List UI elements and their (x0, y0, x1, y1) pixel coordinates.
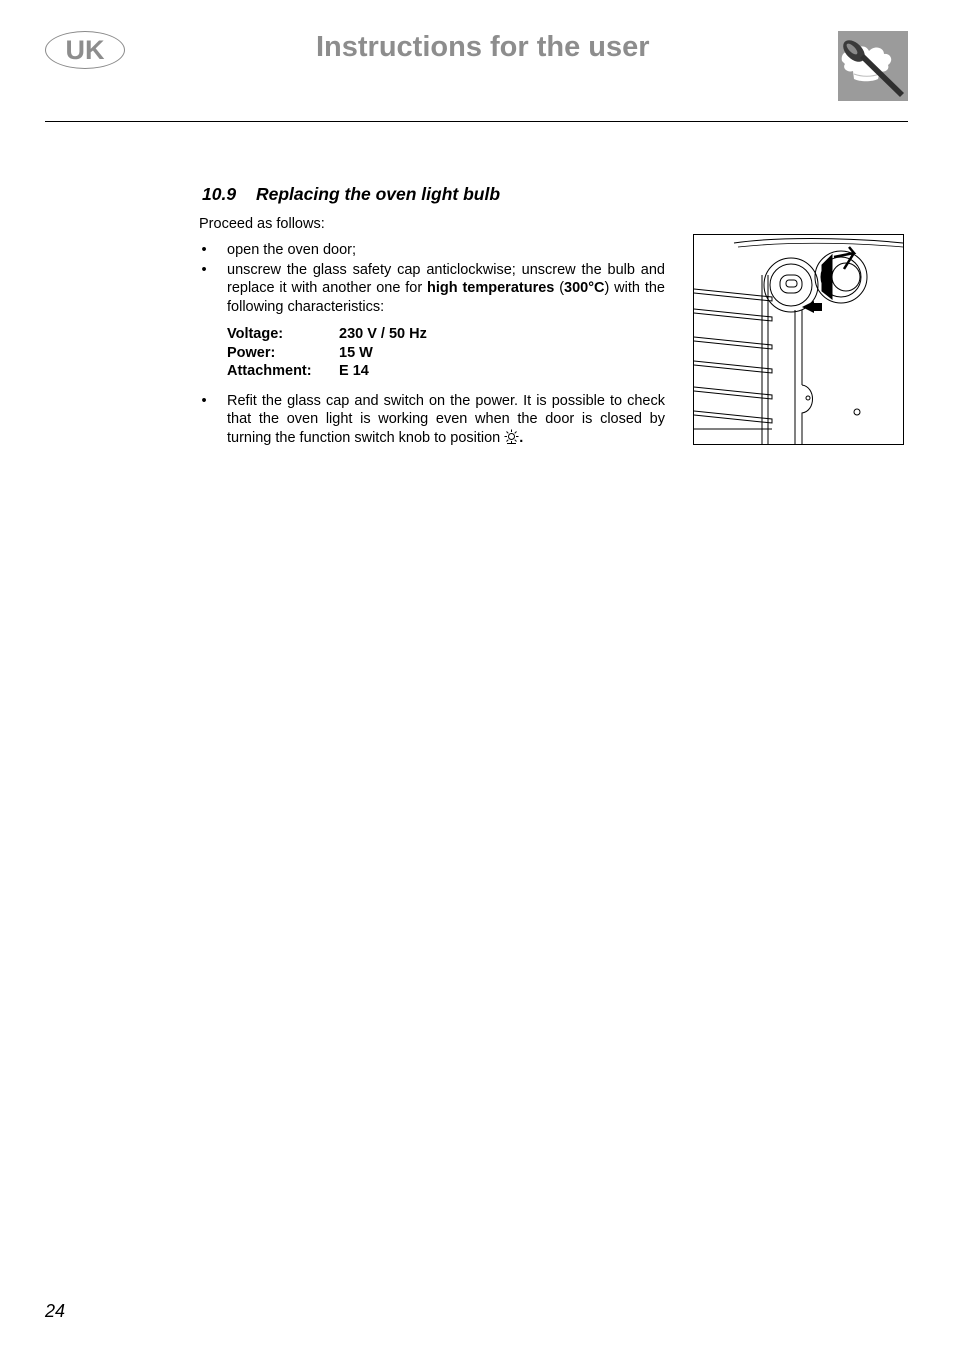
section-title: Replacing the oven light bulb (256, 184, 501, 204)
step-refit-text: Refit the glass cap and switch on the power. It is possible to check that the oven light is working even when the door is closed by turning the function switch knob to position (227, 392, 665, 446)
chef-hat-spoon-icon (838, 31, 908, 101)
oven-light-symbol-icon (504, 429, 519, 450)
bullet-icon: • (201, 261, 207, 278)
bullet-icon: • (201, 392, 207, 409)
spec-value: 15 W (339, 344, 373, 361)
list-item (199, 261, 665, 381)
intro-text: Proceed as follows: (199, 216, 325, 232)
spec-row (227, 325, 665, 344)
list-item (199, 241, 665, 260)
page-number: 24 (45, 1301, 66, 1321)
spec-label: Power: (227, 344, 276, 361)
language-badge-text: UK (65, 34, 105, 65)
bulb-specs (227, 325, 665, 381)
list-item (199, 392, 665, 450)
page-title: Instructions for the user (316, 31, 650, 63)
spec-value: 230 V / 50 Hz (339, 326, 427, 342)
step-replace-bold-temp: 300°C (564, 280, 605, 296)
step-open-door: open the oven door; (227, 242, 356, 258)
step-replace-text-2: ( (554, 280, 565, 296)
instruction-list (199, 241, 665, 449)
spec-row (227, 362, 665, 381)
step-replace-text: unscrew the glass safety cap anticlockwise; unscrew the bulb and replace it with another one for (227, 261, 665, 296)
section-number: 10.9 (202, 184, 237, 204)
spec-row (227, 344, 665, 363)
spec-label: Attachment: (227, 363, 312, 379)
bullet-icon: • (201, 242, 207, 258)
oven-light-diagram (693, 234, 904, 445)
section-heading (202, 184, 500, 205)
header-divider (45, 121, 908, 122)
language-badge (45, 31, 125, 69)
spec-label: Voltage: (227, 326, 284, 342)
step-replace-bold-high-temp: high temperatures (427, 280, 555, 296)
step-replace-text-3: ) with the following characteristics: (227, 280, 665, 315)
spec-value: E 14 (339, 363, 369, 379)
step-refit-end: . (519, 429, 524, 446)
